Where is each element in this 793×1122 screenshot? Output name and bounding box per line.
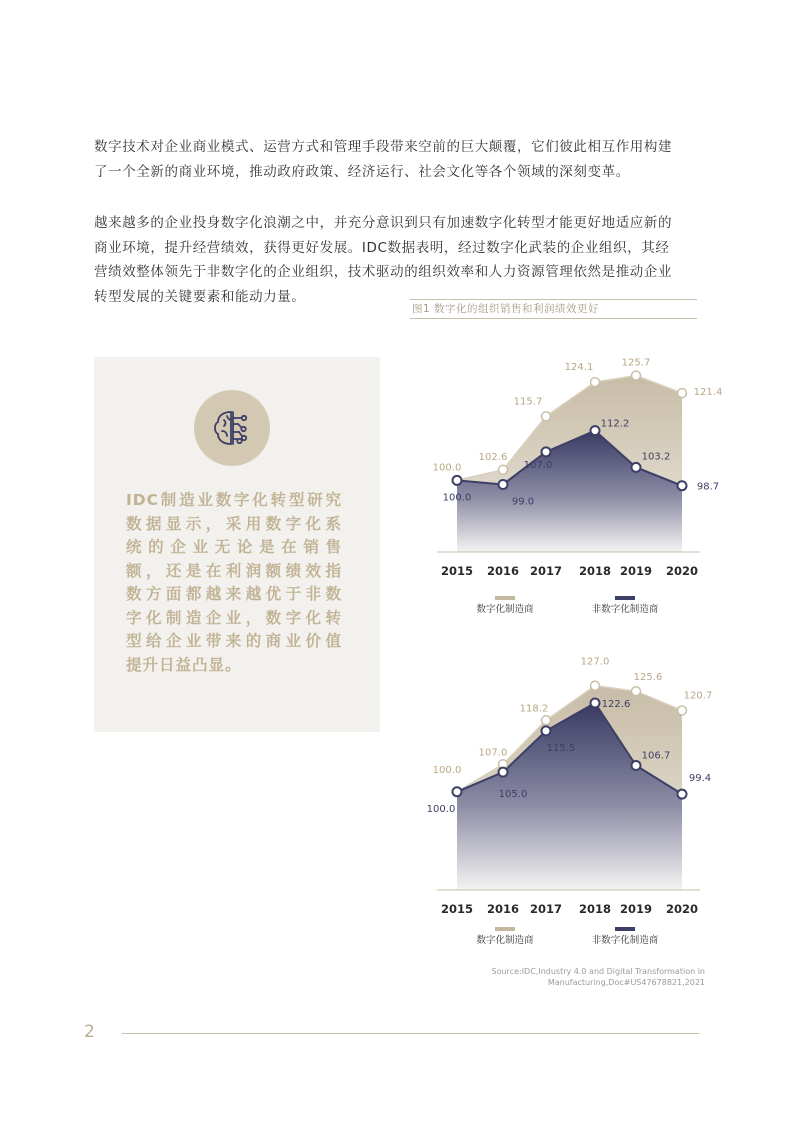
non-digital-data-label: 112.2 — [600, 418, 630, 430]
x-tick-label: 2019 — [619, 564, 653, 578]
digital-data-label: 115.7 — [513, 396, 543, 408]
paragraph-line: 营绩效整体领先于非数字化的企业组织，技术驱动的组织效率和人力资源管理依然是推动企业 — [94, 264, 673, 280]
digital-data-label: 100.0 — [432, 462, 462, 474]
x-tick-label: 2015 — [440, 902, 474, 916]
non-digital-point — [632, 463, 641, 472]
paragraph-line: 了一个全新的商业环境，推动政府政策、经济运行、社会文化等各个领域的深刻变革。 — [94, 163, 630, 180]
highlight-text — [126, 489, 342, 677]
x-tick-label: 2019 — [619, 902, 653, 916]
non-digital-data-label: 100.0 — [426, 803, 456, 815]
digital-point — [678, 706, 687, 715]
paragraph-line: 数字技术对企业商业模式、运营方式和管理手段带来空前的巨大颠覆，它们彼此相互作用构建 — [94, 139, 673, 155]
non-digital-point — [678, 790, 687, 799]
figure-caption: 图1 数字化的组织销售和利润绩效更好 — [410, 299, 697, 319]
legend-label-digital: 数字化制造商 — [476, 604, 534, 615]
paragraph-line: 商业环境，提升经营绩效，获得更好发展。IDC数据表明，经过数字化武装的企业组织，其经 — [94, 239, 670, 256]
x-tick-label: 2017 — [529, 564, 563, 578]
source-note — [492, 966, 705, 988]
non-digital-data-label: 103.2 — [641, 451, 671, 463]
highlight-line: 字化制造企业，数字化转 — [126, 608, 342, 627]
non-digital-point — [453, 787, 462, 796]
non-digital-point — [632, 761, 641, 770]
legend-swatch-non-digital — [615, 927, 635, 931]
x-tick-label: 2018 — [578, 902, 612, 916]
digital-point — [499, 465, 508, 474]
non-digital-point — [591, 699, 600, 708]
non-digital-data-label: 98.7 — [696, 481, 720, 493]
non-digital-point — [453, 476, 462, 485]
paragraph-line: 转型发展的关键要素和能动力量。 — [94, 288, 306, 305]
non-digital-point — [499, 480, 508, 489]
non-digital-point — [542, 726, 551, 735]
digital-point — [678, 389, 687, 398]
non-digital-data-label: 99.4 — [688, 773, 712, 785]
digital-data-label: 125.7 — [621, 357, 651, 369]
x-tick-label: 2016 — [486, 902, 520, 916]
sales-chart — [412, 330, 723, 620]
highlight-line: 型给企业带来的商业价值 — [126, 632, 342, 650]
digital-data-label: 125.6 — [633, 672, 663, 684]
digital-point — [632, 371, 641, 380]
digital-data-label: 124.1 — [564, 362, 594, 374]
legend-label-digital: 数字化制造商 — [476, 935, 534, 946]
legend-label-non-digital: 非数字化制造商 — [591, 604, 659, 615]
digital-data-label: 100.0 — [432, 764, 462, 776]
highlight-line: 提升日益凸显。 — [126, 655, 242, 674]
highlight-line: 数据显示，采用数字化系 — [126, 514, 342, 533]
highlight-box — [94, 357, 380, 732]
legend-label-non-digital: 非数字化制造商 — [591, 935, 659, 946]
intro-paragraph-2 — [94, 211, 704, 309]
highlight-line: 数方面都越来越优于非数 — [126, 585, 342, 603]
sales-chart-svg — [412, 330, 723, 620]
digital-data-label: 120.7 — [683, 690, 713, 702]
digital-data-label: 118.2 — [519, 703, 549, 715]
non-digital-data-label: 99.0 — [511, 496, 535, 508]
intro-paragraph-1 — [94, 135, 704, 184]
non-digital-data-label: 115.5 — [546, 742, 576, 754]
non-digital-point — [591, 426, 600, 435]
digital-point — [542, 716, 551, 725]
x-tick-label: 2016 — [486, 564, 520, 578]
digital-point — [591, 681, 600, 690]
digital-point — [591, 378, 600, 387]
digital-point — [632, 687, 641, 696]
source-line: Source:IDC,Industry 4.0 and Digital Transformation in — [491, 967, 705, 976]
x-tick-label: 2020 — [665, 902, 699, 916]
non-digital-point — [678, 481, 687, 490]
non-digital-data-label: 107.0 — [523, 459, 553, 471]
x-tick-label: 2020 — [665, 564, 699, 578]
paragraph-line: 越来越多的企业投身数字化浪潮之中，并充分意识到只有加速数字化转型才能更好地适应新的 — [94, 215, 673, 231]
legend-swatch-digital — [495, 596, 515, 600]
page-number: 2 — [84, 1022, 95, 1042]
x-tick-label: 2017 — [529, 902, 563, 916]
highlight-line: 统的企业无论是在销售 — [126, 538, 342, 556]
footer-rule — [122, 1033, 699, 1034]
digital-data-label: 127.0 — [580, 656, 610, 668]
non-digital-point — [499, 768, 508, 777]
profit-chart-svg — [412, 650, 712, 950]
non-digital-data-label: 122.6 — [601, 699, 631, 710]
brain-circuit-icon — [194, 390, 270, 466]
non-digital-data-label: 106.7 — [641, 750, 671, 762]
digital-data-label: 121.4 — [693, 387, 723, 399]
non-digital-data-label: 105.0 — [498, 789, 528, 801]
source-line: Manufacturing,Doc#US47678821,2021 — [547, 978, 705, 987]
highlight-line: 额，还是在利润额绩效指 — [126, 561, 342, 580]
profit-chart — [412, 650, 712, 950]
legend-swatch-digital — [495, 927, 515, 931]
digital-point — [542, 412, 551, 421]
digital-data-label: 102.6 — [478, 451, 508, 463]
digital-data-label: 107.0 — [478, 747, 508, 759]
x-tick-label: 2018 — [578, 564, 612, 578]
non-digital-point — [542, 447, 551, 456]
legend-swatch-non-digital — [615, 596, 635, 600]
highlight-line: IDC制造业数字化转型研究 — [126, 491, 342, 509]
x-tick-label: 2015 — [440, 564, 474, 578]
non-digital-data-label: 100.0 — [442, 492, 472, 504]
